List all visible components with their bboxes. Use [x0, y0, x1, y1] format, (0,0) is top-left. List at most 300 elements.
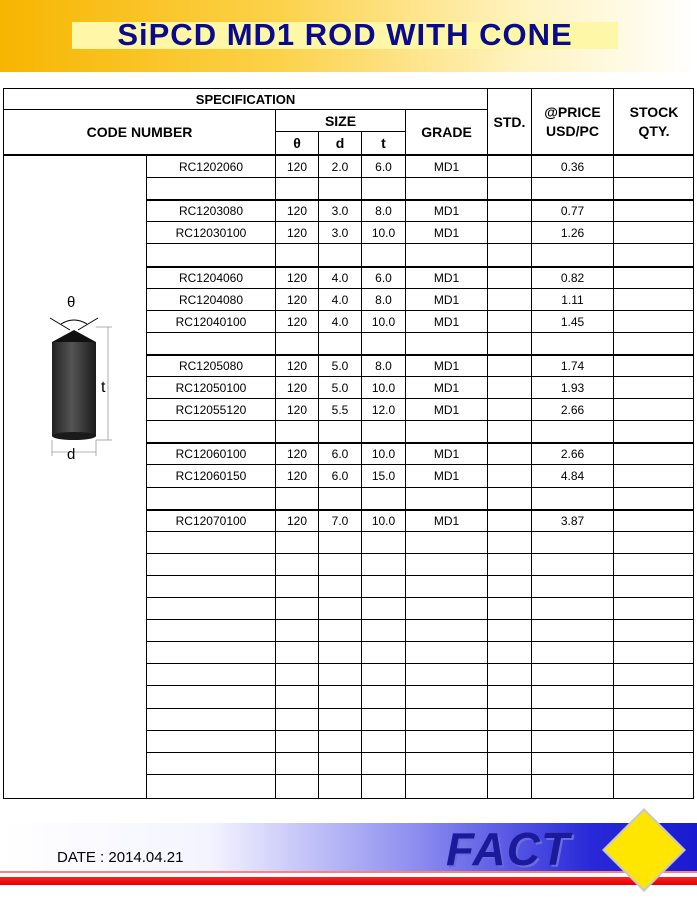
grid-line	[318, 132, 319, 154]
header-grade: GRADE	[421, 124, 472, 140]
cell-stock	[614, 598, 694, 620]
cell-std	[488, 576, 531, 598]
cell-d: 5.0	[331, 358, 349, 373]
rod-body	[52, 342, 96, 436]
cell-std	[488, 753, 531, 775]
table-row	[147, 443, 694, 465]
cell-t: 15.0	[371, 469, 396, 484]
cell-code: RC12055120	[175, 403, 247, 418]
table-row	[147, 510, 694, 532]
cell-std	[488, 421, 531, 443]
cell-stock	[614, 289, 694, 311]
cell-grade: MD1	[433, 469, 460, 484]
cell-grade	[406, 709, 487, 731]
cell-t: 10.0	[371, 381, 396, 395]
header-stock-line1: STOCK	[629, 103, 679, 120]
cell-grade	[406, 488, 487, 510]
cell-price	[532, 753, 613, 775]
cell-price: 3.87	[560, 513, 585, 528]
table-row	[147, 333, 694, 355]
cell-code	[147, 178, 275, 200]
header-size: SIZE	[324, 112, 357, 129]
table-row	[147, 465, 694, 487]
cell-grade: MD1	[433, 160, 460, 174]
grid-line	[276, 131, 405, 132]
cell-price	[532, 244, 613, 266]
cell-stock	[614, 664, 694, 686]
cell-t	[362, 642, 405, 664]
cell-stock	[614, 267, 694, 289]
d-label: d	[67, 446, 76, 463]
cell-d	[319, 554, 361, 576]
cell-stock	[614, 443, 694, 465]
table-row	[147, 222, 694, 244]
cell-d	[319, 620, 361, 642]
cell-theta: 120	[286, 358, 308, 373]
table-row	[147, 532, 694, 554]
cell-theta: 120	[286, 447, 308, 462]
cell-d	[319, 686, 361, 708]
cell-std	[488, 554, 531, 576]
grid-line	[487, 89, 488, 154]
cell-price	[532, 488, 613, 510]
cell-price	[532, 731, 613, 753]
cell-code	[147, 686, 275, 708]
cell-theta: 120	[286, 226, 308, 241]
cell-grade	[406, 753, 487, 775]
cell-stock	[614, 731, 694, 753]
cell-std	[488, 731, 531, 753]
cell-grade	[406, 178, 487, 200]
cell-price: 2.66	[560, 447, 585, 462]
diamond-logo	[600, 806, 688, 894]
cell-price	[532, 620, 613, 642]
table-row	[147, 598, 694, 620]
cell-theta: 120	[286, 270, 308, 285]
cell-d: 6.0	[331, 469, 349, 484]
cell-d	[319, 731, 361, 753]
cell-price	[532, 554, 613, 576]
cell-grade: MD1	[433, 292, 460, 307]
cell-price: 1.93	[560, 381, 585, 395]
cell-stock	[614, 709, 694, 731]
cell-stock	[614, 421, 694, 443]
cell-price	[532, 333, 613, 355]
cell-std	[488, 244, 531, 266]
header-std: STD.	[493, 113, 526, 130]
cell-theta: 120	[286, 160, 308, 174]
cell-d	[319, 642, 361, 664]
grid-line	[275, 110, 276, 154]
table-row	[147, 267, 694, 289]
cell-d: 3.0	[331, 226, 349, 241]
cell-d	[319, 333, 361, 355]
cell-price: 0.82	[560, 270, 585, 285]
cell-theta	[276, 709, 318, 731]
cell-price	[532, 664, 613, 686]
cell-theta	[276, 686, 318, 708]
cell-stock	[614, 775, 694, 797]
cell-t	[362, 709, 405, 731]
diamond-icon	[600, 806, 688, 894]
cell-theta: 120	[286, 403, 308, 418]
cell-std	[488, 399, 531, 421]
page-title: SiPCD MD1 ROD WITH CONE	[117, 17, 573, 52]
cell-grade	[406, 421, 487, 443]
cell-theta	[276, 178, 318, 200]
cell-price	[532, 775, 613, 797]
cell-price: 2.66	[560, 403, 585, 418]
cell-grade	[406, 686, 487, 708]
cell-std	[488, 377, 531, 399]
cell-theta: 120	[286, 314, 308, 329]
cell-t	[362, 333, 405, 355]
cell-t	[362, 488, 405, 510]
cell-stock	[614, 156, 694, 178]
cell-d: 5.0	[331, 381, 349, 395]
cell-code	[147, 333, 275, 355]
table-row	[147, 753, 694, 775]
cell-t	[362, 576, 405, 598]
cell-code	[147, 664, 275, 686]
cell-theta: 120	[286, 204, 308, 219]
cell-d: 4.0	[331, 270, 349, 285]
cell-grade	[406, 333, 487, 355]
cell-std	[488, 510, 531, 532]
cell-code: RC1205080	[178, 358, 244, 373]
cell-code	[147, 753, 275, 775]
cell-std	[488, 200, 531, 222]
cell-d	[319, 421, 361, 443]
cell-code	[147, 620, 275, 642]
cell-code	[147, 421, 275, 443]
cell-d	[319, 532, 361, 554]
cell-grade: MD1	[433, 226, 460, 241]
cell-grade: MD1	[433, 270, 460, 285]
t-label: t	[101, 379, 106, 396]
cell-theta	[276, 598, 318, 620]
cell-grade	[406, 731, 487, 753]
cell-code: RC12050100	[175, 381, 247, 395]
cell-t: 12.0	[371, 403, 396, 418]
cell-price: 0.36	[560, 160, 585, 174]
cell-std	[488, 355, 531, 377]
cell-price: 1.26	[560, 226, 585, 241]
cell-code	[147, 775, 275, 797]
date-label: DATE : 2014.04.21	[57, 849, 184, 866]
cell-std	[488, 178, 531, 200]
cell-stock	[614, 222, 694, 244]
cell-grade: MD1	[433, 358, 460, 373]
cell-theta: 120	[286, 381, 308, 395]
cell-code: RC1204060	[178, 270, 244, 285]
cell-code: RC12030100	[175, 226, 247, 241]
table-row	[147, 642, 694, 664]
cell-theta	[276, 244, 318, 266]
cell-t	[362, 421, 405, 443]
header-price	[532, 89, 613, 154]
cell-code	[147, 709, 275, 731]
table-row	[147, 200, 694, 222]
cell-price	[532, 178, 613, 200]
rod-diagram	[32, 294, 122, 464]
cell-t	[362, 554, 405, 576]
cell-theta: 120	[286, 292, 308, 307]
footer-stripe-light	[0, 871, 697, 873]
cell-code	[147, 532, 275, 554]
cell-code: RC12060150	[175, 469, 247, 484]
cell-stock	[614, 333, 694, 355]
cell-d: 7.0	[331, 513, 349, 528]
cell-grade	[406, 576, 487, 598]
cell-stock	[614, 377, 694, 399]
cell-stock	[614, 355, 694, 377]
cell-grade	[406, 244, 487, 266]
cell-theta	[276, 642, 318, 664]
cell-code: RC12040100	[175, 314, 247, 329]
cell-t: 10.0	[371, 226, 396, 241]
cell-price: 1.45	[560, 314, 585, 329]
header-stock-line2: QTY.	[638, 122, 670, 139]
cell-code	[147, 576, 275, 598]
table-row	[147, 620, 694, 642]
cell-d: 3.0	[331, 204, 349, 219]
cell-grade	[406, 554, 487, 576]
cell-t: 8.0	[375, 204, 392, 219]
cell-price	[532, 709, 613, 731]
cell-grade	[406, 598, 487, 620]
cell-price: 0.77	[560, 204, 585, 219]
cell-t: 8.0	[375, 358, 392, 373]
cell-std	[488, 465, 531, 487]
cell-d	[319, 576, 361, 598]
cell-d: 5.5	[331, 403, 349, 418]
cell-std	[488, 598, 531, 620]
grid-line	[531, 89, 532, 154]
cell-stock	[614, 510, 694, 532]
cell-t: 8.0	[375, 292, 392, 307]
header-price-line1: @PRICE	[544, 103, 601, 120]
grid-line	[405, 110, 406, 154]
cell-grade	[406, 532, 487, 554]
cell-theta	[276, 664, 318, 686]
cell-price: 1.11	[561, 292, 584, 307]
cell-std	[488, 775, 531, 797]
cell-grade	[406, 775, 487, 797]
footer-stripe-red	[0, 877, 697, 885]
cell-code	[147, 244, 275, 266]
table-row	[147, 488, 694, 510]
cone-tip	[52, 330, 96, 342]
cell-t: 6.0	[375, 160, 392, 174]
cell-theta	[276, 753, 318, 775]
grid-line	[361, 132, 362, 154]
table-row	[147, 421, 694, 443]
cell-stock	[614, 686, 694, 708]
cell-std	[488, 664, 531, 686]
table-row	[147, 554, 694, 576]
cell-t	[362, 664, 405, 686]
cell-std	[488, 620, 531, 642]
theta-arc	[61, 320, 87, 324]
cell-theta: 120	[286, 469, 308, 484]
cell-price: 1.74	[560, 358, 585, 373]
cell-std	[488, 488, 531, 510]
cell-d	[319, 775, 361, 797]
cell-grade	[406, 620, 487, 642]
cell-theta: 120	[286, 513, 308, 528]
cell-price	[532, 421, 613, 443]
cell-code: RC1204080	[178, 292, 244, 307]
cell-t	[362, 686, 405, 708]
table-row	[147, 709, 694, 731]
cell-code: RC12060100	[175, 447, 247, 462]
cell-t	[362, 598, 405, 620]
cell-theta	[276, 576, 318, 598]
spec-table	[3, 88, 694, 799]
cell-d	[319, 709, 361, 731]
cell-std	[488, 642, 531, 664]
cell-stock	[614, 399, 694, 421]
cell-t: 10.0	[371, 314, 396, 329]
cell-price	[532, 686, 613, 708]
cell-t: 10.0	[371, 447, 396, 462]
fact-logo: FACT	[446, 823, 571, 875]
cell-std	[488, 156, 531, 178]
header-specification: SPECIFICATION	[195, 91, 296, 107]
cell-stock	[614, 178, 694, 200]
cell-code: RC1203080	[178, 204, 244, 219]
cell-t	[362, 775, 405, 797]
cell-stock	[614, 532, 694, 554]
table-row	[147, 775, 694, 797]
cell-code: RC12070100	[175, 513, 247, 528]
cell-code: RC1202060	[178, 160, 244, 174]
cell-d	[319, 244, 361, 266]
cell-std	[488, 311, 531, 333]
table-row	[147, 244, 694, 266]
cell-d: 6.0	[331, 447, 349, 462]
cell-theta	[276, 532, 318, 554]
cell-price: 4.84	[560, 469, 585, 484]
table-row	[147, 156, 694, 178]
cell-std	[488, 686, 531, 708]
cell-price	[532, 598, 613, 620]
cell-theta	[276, 620, 318, 642]
table-row	[147, 311, 694, 333]
cell-std	[488, 333, 531, 355]
cell-d	[319, 488, 361, 510]
cell-stock	[614, 311, 694, 333]
cell-stock	[614, 488, 694, 510]
cell-grade: MD1	[433, 447, 460, 462]
cell-std	[488, 443, 531, 465]
cell-grade: MD1	[433, 204, 460, 219]
cell-stock	[614, 244, 694, 266]
table-row	[147, 664, 694, 686]
cell-price	[532, 642, 613, 664]
cell-grade: MD1	[433, 314, 460, 329]
cell-d: 2.0	[331, 160, 349, 174]
grid-line	[613, 89, 614, 154]
cell-price	[532, 532, 613, 554]
cell-d: 4.0	[331, 292, 349, 307]
cell-t	[362, 244, 405, 266]
cell-t	[362, 731, 405, 753]
cell-d	[319, 753, 361, 775]
cell-grade: MD1	[433, 403, 460, 418]
table-row	[147, 399, 694, 421]
cell-d	[319, 664, 361, 686]
cell-d	[319, 598, 361, 620]
cell-code	[147, 554, 275, 576]
header-code-number: CODE NUMBER	[86, 124, 193, 140]
cell-t: 6.0	[375, 270, 392, 285]
cell-theta	[276, 488, 318, 510]
theta-arc-right	[78, 318, 98, 330]
cell-code	[147, 731, 275, 753]
cell-price	[532, 576, 613, 598]
grid-line	[4, 109, 487, 110]
table-row	[147, 289, 694, 311]
cell-stock	[614, 642, 694, 664]
header-stock	[614, 89, 694, 154]
cell-t	[362, 178, 405, 200]
cell-stock	[614, 554, 694, 576]
table-row	[147, 576, 694, 598]
cell-grade: MD1	[433, 513, 460, 528]
header-theta: θ	[293, 135, 301, 151]
cell-grade	[406, 664, 487, 686]
theta-label: θ	[67, 294, 76, 311]
cell-std	[488, 709, 531, 731]
cell-t: 10.0	[371, 513, 396, 528]
cell-d: 4.0	[331, 314, 349, 329]
table-row	[147, 178, 694, 200]
table-row	[147, 731, 694, 753]
cell-t	[362, 620, 405, 642]
table-row	[147, 355, 694, 377]
cell-stock	[614, 620, 694, 642]
cell-t	[362, 753, 405, 775]
cell-grade	[406, 642, 487, 664]
cell-code	[147, 598, 275, 620]
cell-stock	[614, 753, 694, 775]
cell-theta	[276, 554, 318, 576]
cell-theta	[276, 333, 318, 355]
cell-std	[488, 222, 531, 244]
cell-grade: MD1	[433, 381, 460, 395]
cell-std	[488, 532, 531, 554]
cell-stock	[614, 200, 694, 222]
cell-std	[488, 267, 531, 289]
table-row	[147, 686, 694, 708]
header-price-line2: USD/PC	[546, 122, 599, 139]
theta-arc-left	[50, 318, 70, 330]
cell-std	[488, 289, 531, 311]
cell-t	[362, 532, 405, 554]
table-row	[147, 377, 694, 399]
header-d: d	[335, 135, 345, 151]
cell-theta	[276, 731, 318, 753]
cell-theta	[276, 775, 318, 797]
cell-stock	[614, 576, 694, 598]
cell-theta	[276, 421, 318, 443]
cell-d	[319, 178, 361, 200]
cell-stock	[614, 465, 694, 487]
cell-code	[147, 642, 275, 664]
header-t: t	[381, 135, 386, 151]
